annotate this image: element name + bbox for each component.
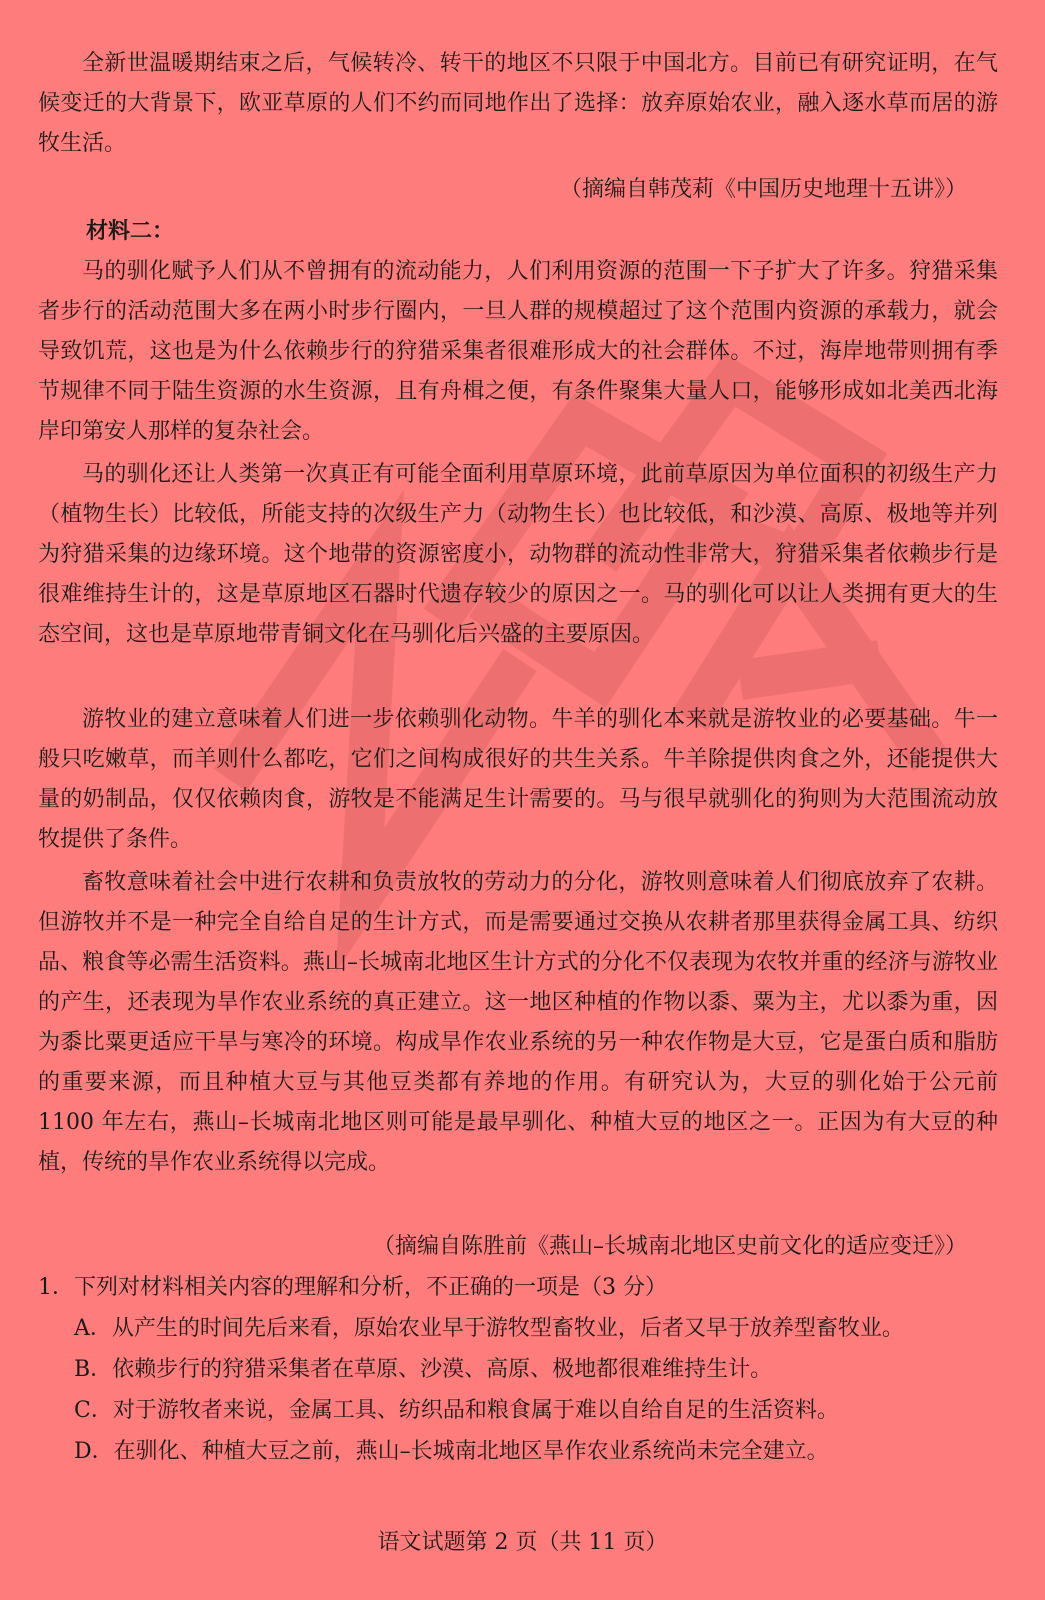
- page-footer: 语文试题第 2 页（共 11 页）: [377, 1530, 668, 1555]
- paragraph-2: 马的驯化赋予人们从不曾拥有的流动能力，人们利用资源的范围一下子扩大了许多。狩猎采集者步行的活动范围大多在两小时步行圈内，一旦人群的规模超过了这个范围内资源的承载力，就会导致饥荒，这也是为什么依赖步行的狩猎采集者很难形成大的社会群体。不过，海岸地带则拥有季节规律不同于陆生资源的水生资源，且有舟楫之便，有条件聚集大量人口，能够形成如北美西北海岸印第安人那样的复杂社会。: [38, 259, 998, 444]
- source-citation-2: （摘编自陈胜前《燕山–长城南北地区史前文化的适应变迁》）: [372, 1234, 967, 1259]
- option-d: D．在驯化、种植大豆之前，燕山–长城南北地区旱作农业系统尚未完全建立。: [74, 1439, 829, 1464]
- source-citation-1: （摘编自韩茂莉《中国历史地理十五讲》）: [559, 177, 967, 202]
- option-b: B．依赖步行的狩猎采集者在草原、沙漠、高原、极地都很难维持生计。: [74, 1357, 773, 1382]
- material-two-heading: 材料二：: [86, 218, 175, 244]
- paragraph-3: 马的驯化还让人类第一次真正有可能全面利用草原环境，此前草原因为单位面积的初级生产力（植物生长）比较低，所能支持的次级生产力（动物生长）也比较低，和沙漠、高原、极地等并列为狩猎采集的边缘环境。这个地带的资源密度小，动物群的流动性非常大，狩猎采集者依赖步行是很难维持生计的，这是草原地区石器时代遗存较少的原因之一。马的驯化可以让人类拥有更大的生态空间，这也是草原地带青铜文化在马驯化后兴盛的主要原因。: [38, 462, 998, 647]
- option-a: A．从产生的时间先后来看，原始农业早于游牧型畜牧业，后者又早于放养型畜牧业。: [74, 1316, 904, 1341]
- option-c: C．对于游牧者来说，金属工具、纺织品和粮食属于难以自给自足的生活资料。: [74, 1398, 839, 1423]
- question-stem: 1．下列对材料相关内容的理解和分析，不正确的一项是（3 分）: [38, 1275, 667, 1300]
- paragraph-4: 游牧业的建立意味着人们进一步依赖驯化动物。牛羊的驯化本来就是游牧业的必要基础。牛一般只吃嫩草，而羊则什么都吃，它们之间构成很好的共生关系。牛羊除提供肉食之外，还能提供大量的奶制品，仅仅依赖肉食，游牧是不能满足生计需要的。马与很早就驯化的狗则为大范围流动放牧提供了条件。: [38, 707, 998, 852]
- paragraph-5: 畜牧意味着社会中进行农耕和负责放牧的劳动力的分化，游牧则意味着人们彻底放弃了农耕。但游牧并不是一种完全自给自足的生计方式，而是需要通过交换从农耕者那里获得金属工具、纺织品、粮食等必需生活资料。燕山–长城南北地区生计方式的分化不仅表现为农牧并重的经济与游牧业的产生，还表现为旱作农业系统的真正建立。这一地区种植的作物以黍、粟为主，尤以黍为重，因为黍比粟更适应干旱与寒冷的环境。构成旱作农业系统的另一种农作物是大豆，它是蛋白质和脂肪的重要来源，而且种植大豆与其他豆类都有养地的作用。有研究认为，大豆的驯化始于公元前 1100 年左右，燕山–长城南北地区则可能是最早驯化、种植大豆的地区之一。正因为有大豆的种植，传统的旱作农业系统得以完成。: [38, 870, 998, 1175]
- paragraph-1: 全新世温暖期结束之后，气候转冷、转干的地区不只限于中国北方。目前已有研究证明，在气候变迁的大背景下，欧亚草原的人们不约而同地作出了选择：放弃原始农业，融入逐水草而居的游牧生活。: [38, 51, 998, 156]
